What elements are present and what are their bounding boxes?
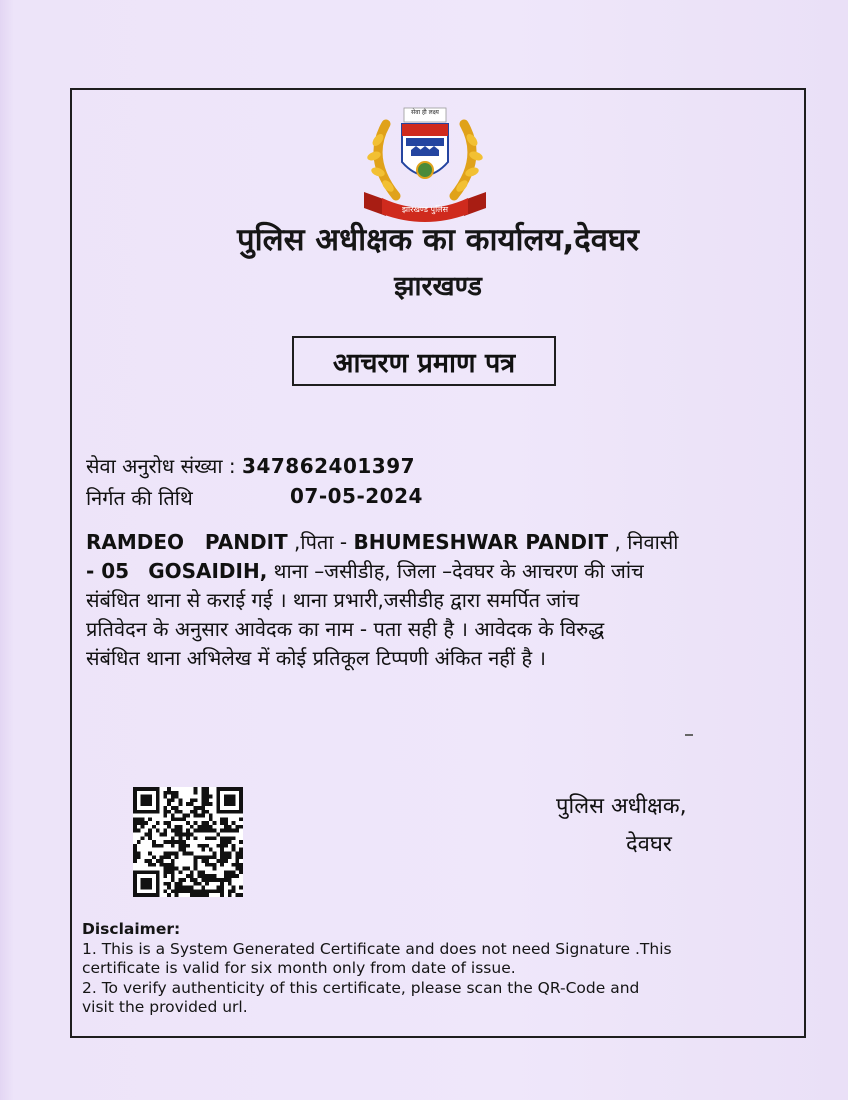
certificate-body	[86, 528, 798, 673]
police-station-district: थाना –जसीडीह, जिला –देवघर के आचरण की जांच	[273, 559, 644, 583]
disclaimer-line: visit the provided url.	[82, 998, 248, 1016]
emblem-motto: सेवा ही लक्ष्य	[411, 109, 439, 116]
emblem-ribbon-text: झारखण्ड पुलिस	[401, 205, 448, 214]
office-title: पुलिस अधीक्षक का कार्यालय,देवघर	[237, 222, 639, 258]
disclaimer-line: 1. This is a System Generated Certificate and does not need Signature .This	[82, 939, 672, 958]
qr-code-icon[interactable]	[133, 787, 243, 897]
father-name: BHUMESHWAR PANDIT	[353, 530, 609, 554]
applicant-name: RAMDEO PANDIT	[86, 530, 288, 554]
state-title: झारखण्ड	[394, 271, 482, 302]
service-request-value: 347862401397	[242, 454, 416, 478]
disclaimer-line: certificate is valid for six month only from date of issue.	[82, 959, 516, 977]
signatory-place: देवघर	[626, 832, 672, 857]
body-line-4: प्रतिवेदन के अनुसार आवेदक का नाम - पता सही है । आवेदक के विरुद्ध	[86, 617, 605, 641]
resident-label: , निवासी	[614, 530, 679, 554]
signatory-designation: पुलिस अधीक्षक,	[556, 794, 687, 819]
disclaimer	[82, 920, 782, 1018]
service-request-label: सेवा अनुरोध संख्या :	[86, 454, 236, 478]
body-line-1	[86, 528, 798, 557]
village-name: GOSAIDIH,	[148, 559, 268, 583]
certificate-title: आचरण प्रमाण पत्र	[292, 336, 556, 386]
disclaimer-line: 2. To verify authenticity of this certificate, please scan the QR-Code and	[82, 978, 640, 997]
body-line-2	[86, 557, 798, 586]
father-label: ,पिता -	[294, 530, 348, 554]
body-line-5: संबंधित थाना अभिलेख में कोई प्रतिकूल टिप्पणी अंकित नहीं है ।	[86, 646, 547, 670]
disclaimer-title: Disclaimer:	[82, 920, 181, 938]
issue-date-value: 07-05-2024	[290, 484, 423, 508]
stray-mark	[685, 734, 693, 736]
issue-date-row	[86, 484, 423, 511]
house-number: - 05	[86, 559, 130, 583]
service-request-row	[86, 452, 415, 479]
issue-date-label: निर्गत की तिथि	[86, 486, 193, 510]
body-line-3: संबंधित थाना से कराई गई । थाना प्रभारी,जसीडीह द्वारा समर्पित जांच	[86, 588, 580, 612]
